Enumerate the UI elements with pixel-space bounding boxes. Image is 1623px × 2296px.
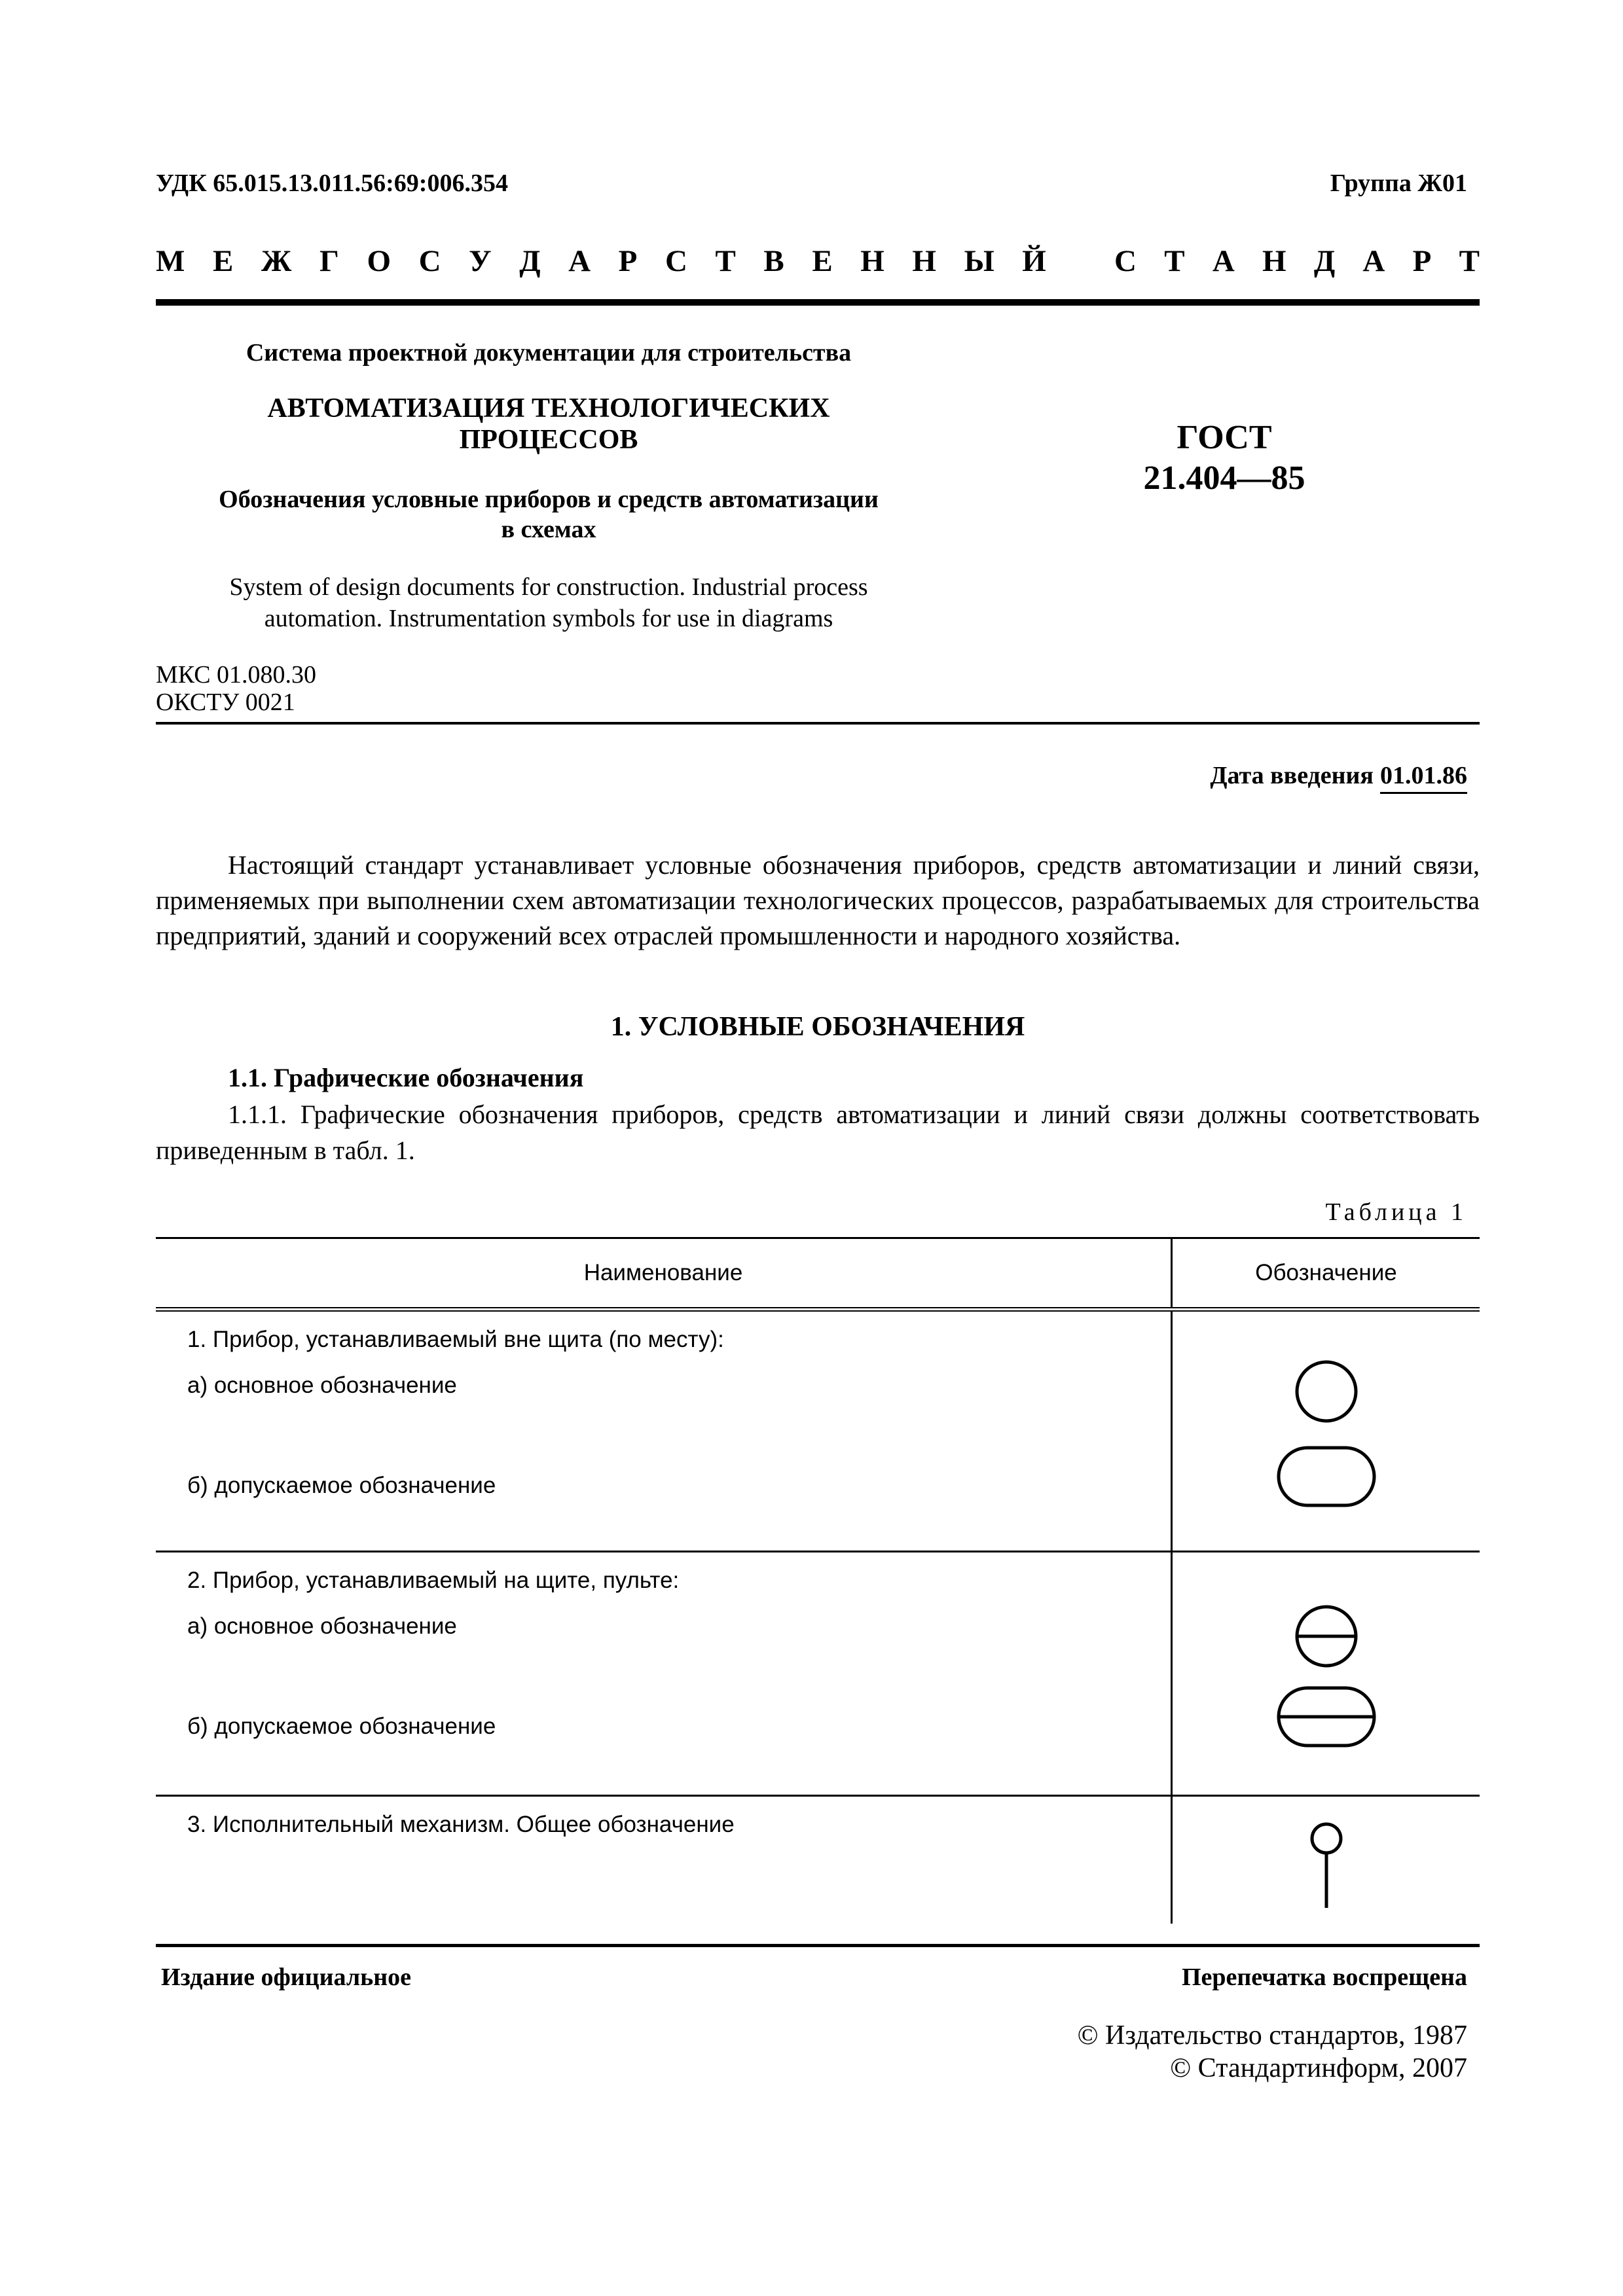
header-rule xyxy=(156,299,1480,306)
gost-code: 21.404—85 xyxy=(1143,459,1305,497)
heading-letter: Е xyxy=(212,244,234,278)
heading-letter: М xyxy=(156,244,185,278)
heading-letter: Г xyxy=(319,244,339,278)
standard-word xyxy=(1114,243,1480,279)
official-edition-label: Издание официальное xyxy=(161,1964,412,1991)
heading-letter: Т xyxy=(715,244,736,278)
row-symbols xyxy=(1172,1310,1480,1552)
title-line: АВТОМАТИЗАЦИЯ ТЕХНОЛОГИЧЕСКИХ xyxy=(267,393,830,423)
row-symbols xyxy=(1172,1796,1480,1924)
heading-letter: Р xyxy=(1412,244,1432,278)
reprint-prohibited-label: Перепечатка воспрещена xyxy=(1181,1964,1467,1991)
gost-label: ГОСТ xyxy=(1176,419,1272,456)
heading-letter: А xyxy=(1212,244,1235,278)
section-heading: 1. УСЛОВНЫЕ ОБОЗНАЧЕНИЯ xyxy=(610,1012,1025,1042)
heading-letter: Ж xyxy=(261,244,292,278)
subsection-heading: 1.1. Графические обозначения xyxy=(228,1063,584,1092)
table-caption: Таблица 1 xyxy=(1325,1198,1467,1226)
column-header-symbol: Обозначение xyxy=(1172,1238,1480,1310)
heading-letter: В xyxy=(763,244,784,278)
row-title: 1. Прибор, устанавливаемый вне щита (по месту): xyxy=(187,1327,724,1352)
panel-instrument-circle-icon xyxy=(1267,1605,1385,1775)
okstu-code: ОКСТУ 0021 xyxy=(156,689,295,716)
heading-letter: Р xyxy=(618,244,638,278)
heading-letter: А xyxy=(1362,244,1385,278)
introduction-date xyxy=(1210,761,1467,790)
interstate-word xyxy=(156,243,1046,279)
row-description xyxy=(156,1796,1172,1924)
row-option-a: а) основное обозначение xyxy=(187,1613,457,1639)
heading-letter: У xyxy=(469,244,492,278)
section-paragraph: 1.1.1. Графические обозначения приборов, средств автоматизации и линий связи должны соответствовать приведенным в табл. 1. xyxy=(156,1100,1480,1165)
row-description xyxy=(156,1310,1172,1552)
title-line: ПРОЦЕССОВ xyxy=(459,425,638,455)
heading-letter: Т xyxy=(1459,244,1480,278)
document-title xyxy=(156,393,941,456)
date-label: Дата введения xyxy=(1210,762,1374,789)
subtitle-line: в схемах xyxy=(501,516,596,543)
heading-letter: С xyxy=(1114,244,1137,278)
english-line: System of design documents for construction. Industrial process xyxy=(229,573,868,601)
heading-letter: Д xyxy=(1313,244,1336,278)
row-symbols xyxy=(1172,1552,1480,1796)
copyright-line: © Стандартинформ, 2007 xyxy=(1170,2053,1467,2083)
table-row xyxy=(156,1552,1480,1796)
heading-letter: Ы xyxy=(964,244,994,278)
document-subtitle xyxy=(156,484,941,545)
heading-letter: Й xyxy=(1022,244,1046,278)
mks-code: МКС 01.080.30 xyxy=(156,661,317,689)
symbols-table xyxy=(156,1237,1480,1924)
row-option-b: б) допускаемое обозначение xyxy=(187,1713,496,1739)
heading-letter: А xyxy=(568,244,591,278)
row-description xyxy=(156,1552,1172,1796)
udk-code: УДК 65.015.13.011.56:69:006.354 xyxy=(156,170,508,197)
subtitle-line: Обозначения условные приборов и средств автоматизации xyxy=(219,486,879,513)
row-title: 2. Прибор, устанавливаемый на щите, пульте: xyxy=(187,1568,680,1593)
column-header-name: Наименование xyxy=(156,1238,1172,1310)
heading-letter: Н xyxy=(860,244,884,278)
interstate-standard-heading xyxy=(156,243,1480,279)
system-title: Система проектной документации для строительства xyxy=(246,339,852,367)
row-option-b: б) допускаемое обозначение xyxy=(187,1473,496,1498)
heading-letter: Т xyxy=(1164,244,1185,278)
intro-paragraph: Настоящий стандарт устанавливает условные обозначения приборов, средств автоматизации и линий связи, применяемых при выполнении схем автоматизации технологических процессов, разрабатываемых для строительства предприятий, зданий и сооружений всех отраслей промышленности и народного хозяйства. xyxy=(156,850,1480,950)
english-line: automation. Instrumentation symbols for use in diagrams xyxy=(264,605,833,632)
field-instrument-circle-icon xyxy=(1267,1357,1385,1528)
group-code: Группа Ж01 xyxy=(1330,170,1467,197)
table-row xyxy=(156,1796,1480,1924)
actuator-icon xyxy=(1300,1816,1353,1914)
heading-letter: Н xyxy=(912,244,936,278)
gost-number xyxy=(1061,418,1388,499)
table-header-row xyxy=(156,1238,1480,1310)
heading-letter: О xyxy=(367,244,391,278)
classification-codes xyxy=(156,661,316,716)
heading-letter: С xyxy=(665,244,687,278)
heading-letter: Е xyxy=(812,244,833,278)
english-title xyxy=(156,571,941,634)
row-title: 3. Исполнительный механизм. Общее обозначение xyxy=(187,1812,735,1837)
heading-letter: С xyxy=(418,244,441,278)
copyright-block xyxy=(1078,2019,1467,2085)
date-value: 01.01.86 xyxy=(1380,762,1467,794)
heading-letter: Д xyxy=(519,244,541,278)
table-row xyxy=(156,1310,1480,1552)
classification-rule xyxy=(156,722,1480,725)
copyright-line: © Издательство стандартов, 1987 xyxy=(1077,2020,1467,2051)
footer-rule xyxy=(156,1944,1480,1947)
heading-letter: Н xyxy=(1262,244,1286,278)
row-option-a: а) основное обозначение xyxy=(187,1372,457,1398)
